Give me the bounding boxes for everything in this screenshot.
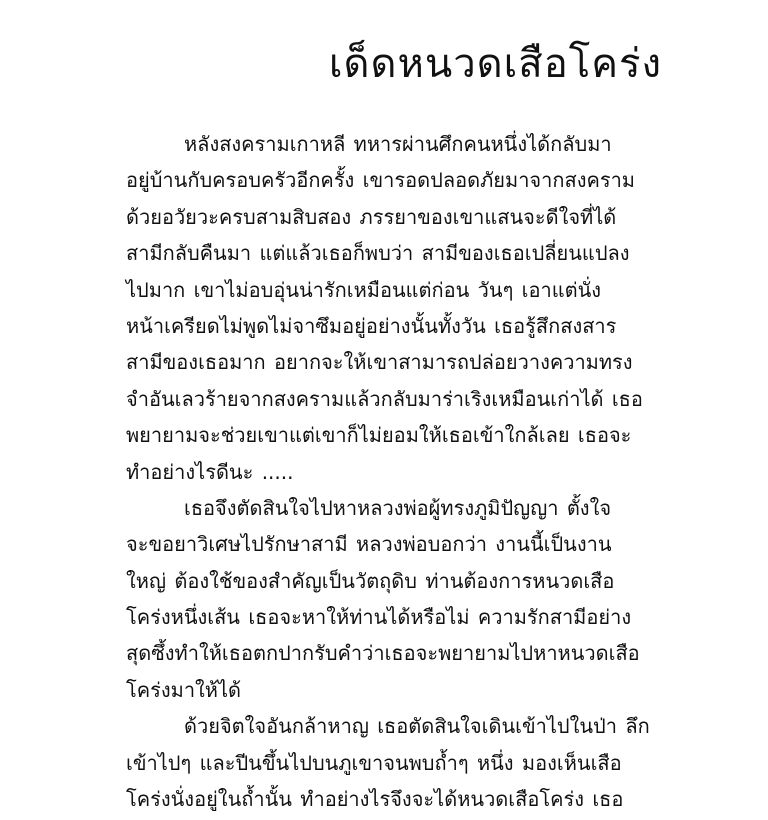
text-line: จะขอยาวิเศษไปรักษาสามี หลวงพ่อบอกว่า งานนี้เป็นงาน bbox=[126, 532, 612, 557]
text-line: เข้าไปๆ และปีนขึ้นไปบนภูเขาจนพบถ้ำๆ หนึ่ง มองเห็นเสือ bbox=[126, 750, 622, 775]
text-line: ไปมาก เขาไม่อบอุ่นน่ารักเหมือนแต่ก่อน วันๆ เอาแต่นั่ง bbox=[126, 277, 602, 302]
text-line: ด้วยอวัยวะครบสามสิบสอง ภรรยาของเขาแสนจะดีใจที่ได้ bbox=[126, 204, 617, 229]
text-line: สามีของเธอมาก อยากจะให้เขาสามารถปล่อยวางความทรง bbox=[126, 350, 633, 375]
text-line: สามีกลับคืนมา แต่แล้วเธอก็พบว่า สามีของเธอเปลี่ยนแปลง bbox=[126, 241, 630, 266]
text-line: โคร่งหนึ่งเส้น เธอจะหาให้ท่านได้หรือไม่ ความรักสามีอย่าง bbox=[126, 605, 632, 630]
text-line: โคร่งนั่งอยู่ในถ้ำนั้น ทำอย่างไรจึงจะได้หนวดเสือโคร่ง เธอ bbox=[126, 787, 624, 812]
text-line: หน้าเครียดไม่พูดไม่จาซึมอยู่อย่างนั้นทั้งวัน เธอรู้สึกสงสาร bbox=[126, 313, 617, 338]
text-line: สุดซึ้งทำให้เธอตกปากรับคำว่าเธอจะพยายามไปหาหนวดเสือ bbox=[126, 641, 640, 666]
text-line: เธอจึงตัดสินใจไปหาหลวงพ่อผู้ทรงภูมิปัญญา ตั้งใจ bbox=[184, 495, 612, 520]
text-line: ด้วยจิตใจอันกล้าหาญ เธอตัดสินใจเดินเข้าไปในป่า ลึก bbox=[184, 714, 650, 739]
text-line: อยู่บ้านกับครอบครัวอีกครั้ง เขารอดปลอดภัยมาจากสงคราม bbox=[126, 168, 635, 193]
story-body bbox=[126, 126, 660, 817]
page-title: เด็ดหนวดเสือโคร่ง bbox=[328, 41, 662, 87]
text-line: ใหญ่ ต้องใช้ของสำคัญเป็นวัตถุดิบ ท่านต้องการหนวดเสือ bbox=[126, 568, 615, 593]
text-line: ทำอย่างไรดีนะ ..... bbox=[126, 459, 294, 484]
text-line: โคร่งมาให้ได้ bbox=[126, 677, 242, 702]
text-line: หลังสงครามเกาหลี ทหารผ่านศึกคนหนึ่งได้กลับมา bbox=[184, 132, 612, 156]
text-line: พยายามจะช่วยเขาแต่เขาก็ไม่ยอมให้เธอเข้าใกล้เลย เธอจะ bbox=[126, 423, 632, 448]
text-line: จำอันเลวร้ายจากสงครามแล้วกลับมาร่าเริงเหมือนเก่าได้ เธอ bbox=[126, 386, 643, 411]
